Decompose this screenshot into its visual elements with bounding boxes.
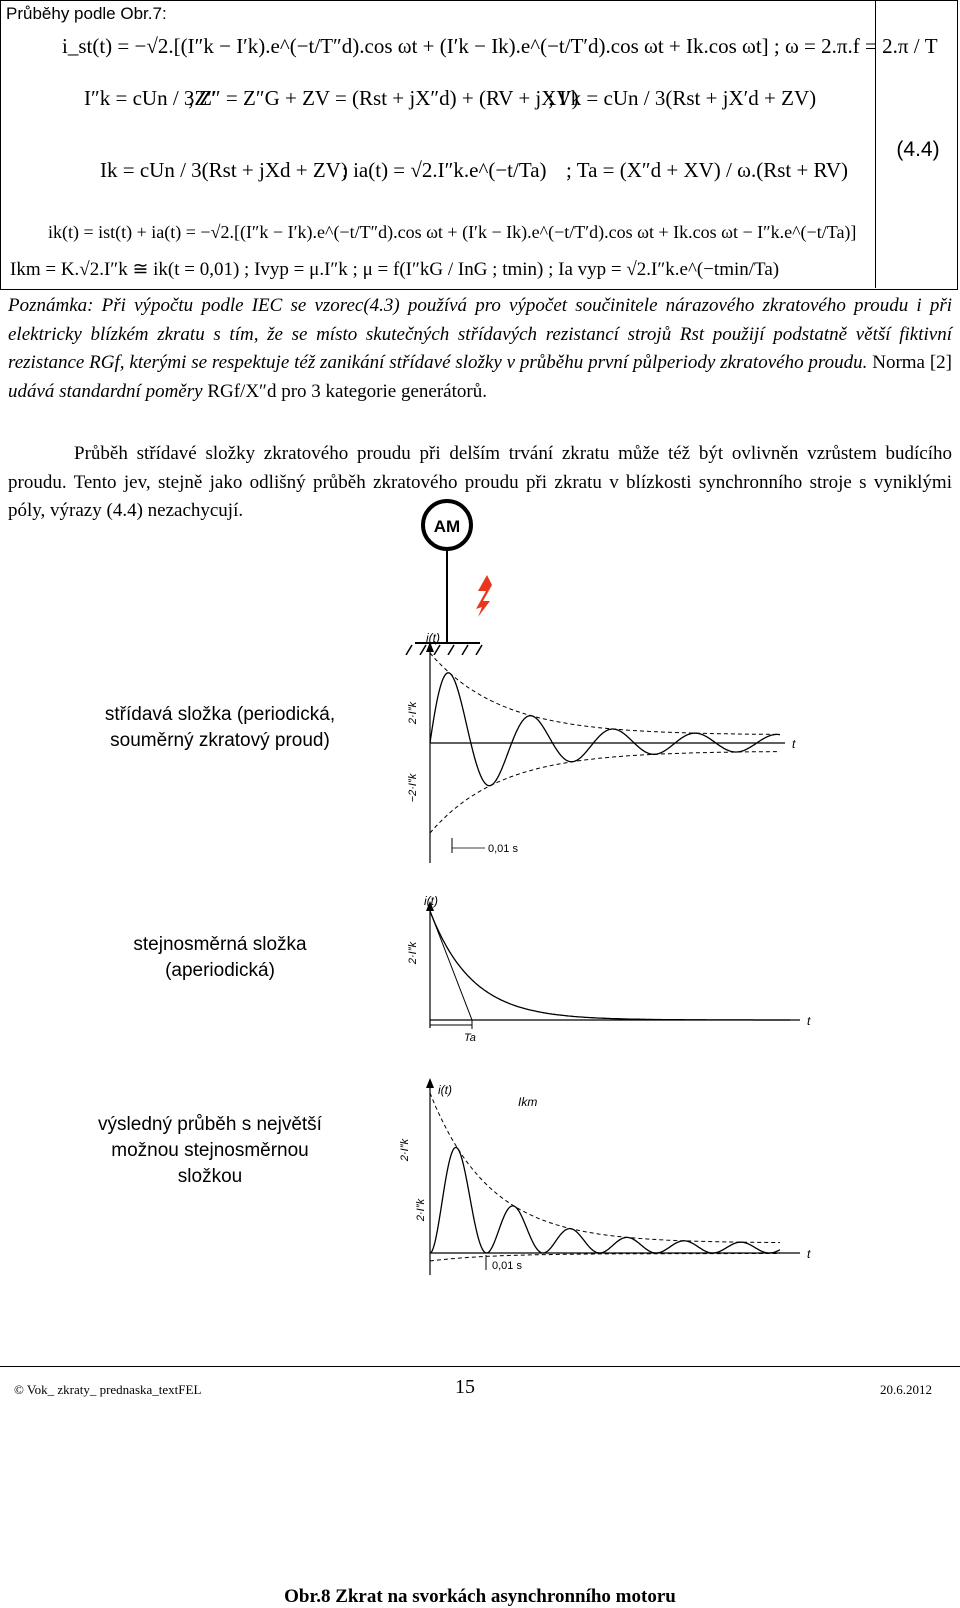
plot-ac-time-label: 0,01 s: [488, 843, 518, 855]
plot-total-envelope-top: [430, 1093, 780, 1243]
plot-total-ikm-label: Ikm: [518, 1095, 538, 1109]
plot-dc: [380, 893, 820, 1053]
equation-line-3a: Ik = cUn / 3(Rst + jXd + ZV): [100, 158, 348, 182]
equation-line-1: i_st(t) = −√2.[(I″k − I′k).e^(−t/T″d).cos ωt + (I′k − Ik).e^(−t/T′d).cos ωt + Ik.cos ωt] ; ω = 2.π.f = 2.π / T: [62, 34, 938, 58]
note-end: pro 3 kategorie generátorů.: [281, 380, 487, 402]
body-paragraph: Průběh střídavé složky zkratového proudu při delším trvání zkratu může též být ovlivněn vzrůstem budícího proudu. Tento jev, stejně jako odlišný průběh zkratového proudu při zkratu v blízkosti synchronního stroje s vyniklými póly, výrazy (4.4) nezachycují.: [8, 443, 952, 521]
plot-ac-envelope-bottom: [430, 752, 780, 833]
plot-ac-curve: [430, 673, 780, 786]
lightning-icon: [476, 575, 492, 617]
figure-caption: Obr.8 Zkrat na svorkách asynchronního motoru: [284, 1586, 676, 1607]
note-norm: Norma [2]: [872, 352, 952, 373]
note-norm-rest: udává standardní poměry: [8, 380, 203, 402]
equation-line-2c: ; I′k = cUn / 3(Rst + jX′d + ZV): [548, 86, 817, 110]
box-title: Průběhy podle Obr.7:: [6, 4, 167, 23]
note-paragraph: [8, 292, 952, 406]
plot-ac-neg-amp-label: −2·I″k: [407, 773, 419, 803]
plot-ac: [380, 628, 820, 868]
plot-total-curve: [430, 1147, 780, 1253]
plot-dc-it-label: i(t): [424, 894, 438, 908]
caption-dc: stejnosměrná složka (aperiodická): [133, 934, 307, 981]
footer-rule: [0, 1366, 960, 1367]
footer-page-number: 15: [455, 1376, 475, 1398]
equation-line-2b: ; Z″ = Z″G + ZV = (Rst + jX″d) + (RV + jXV): [188, 86, 579, 110]
plot-total-t-label: t: [807, 1247, 811, 1261]
plot-total-amp-label-2: 2·I″k: [415, 1198, 427, 1222]
equation-line-3c: ; Ta = (X″d + XV) / ω.(Rst + RV): [566, 158, 849, 182]
plot-dc-ta-label: Ta: [464, 1032, 476, 1044]
note-prefix: Poznámka:: [8, 295, 94, 316]
equation-line-2a: I″k = cUn / 3Z″: [84, 86, 216, 110]
footer-date: 20.6.2012: [880, 1382, 932, 1397]
plot-ac-amp-label: 2·I″k: [407, 701, 419, 725]
equation-number: (4.4): [896, 138, 940, 161]
caption-total: výsledný průběh s největší možnou stejnosměrnou složkou: [98, 1114, 322, 1187]
motor-label: AM: [433, 517, 461, 536]
plot-ac-envelope-top: [430, 653, 780, 734]
formula-box: [0, 0, 958, 290]
plot-total: [380, 1070, 820, 1280]
plot-dc-curve: [430, 911, 790, 1020]
equation-line-4: ik(t) = ist(t) + ia(t) = −√2.[(I″k − I′k).e^(−t/T″d).cos ωt + (I′k − Ik).e^(−t/T′d).cos ωt + Ik.cos ωt − I″k.e^(−t/Ta)]: [48, 222, 857, 242]
plot-total-envelope-bottom: [430, 1254, 780, 1262]
plot-dc-tangent: [430, 911, 472, 1020]
note-text: Při výpočtu podle IEC se vzorec(4.3) používá pro výpočet součinitele nárazového zkratového proudu i při elektricky blízkém zkratu s tím, že se místo skutečných střídavých rezistancí strojů Rst použijí podstatně větší fiktivní rezistance RGf, kterými se respektuje též zanikání střídavé složky v průběhu první půlperiody zkratového proudu.: [8, 295, 952, 373]
plot-dc-amp-label: 2·I″k: [407, 941, 419, 965]
plot-total-amp-label-1: 2·I″k: [399, 1138, 411, 1162]
plot-dc-t-label: t: [807, 1014, 811, 1028]
plot-ac-t-label: t: [792, 737, 796, 751]
caption-ac: střídavá složka (periodická, souměrný zkratový proud): [104, 704, 336, 751]
note-ratio: RGf/X″d: [207, 380, 277, 402]
plot-total-it-label: i(t): [438, 1083, 452, 1097]
plot-ac-it-label: i(t): [426, 631, 440, 645]
plot-total-time-label: 0,01 s: [492, 1260, 522, 1272]
plot-total-y-arrow: [426, 1078, 434, 1088]
footer-left: © Vok_ zkraty_ prednaska_textFEL: [14, 1382, 202, 1397]
equation-line-5: Ikm = K.√2.I″k ≅ ik(t = 0,01) ; Ivyp = μ.I″k ; μ = f(I″kG / InG ; tmin) ; Ia vyp = √2.I″k.e^(−tmin/Ta): [10, 259, 780, 280]
equation-line-3b: ; ia(t) = √2.I″k.e^(−t/Ta): [342, 158, 547, 182]
